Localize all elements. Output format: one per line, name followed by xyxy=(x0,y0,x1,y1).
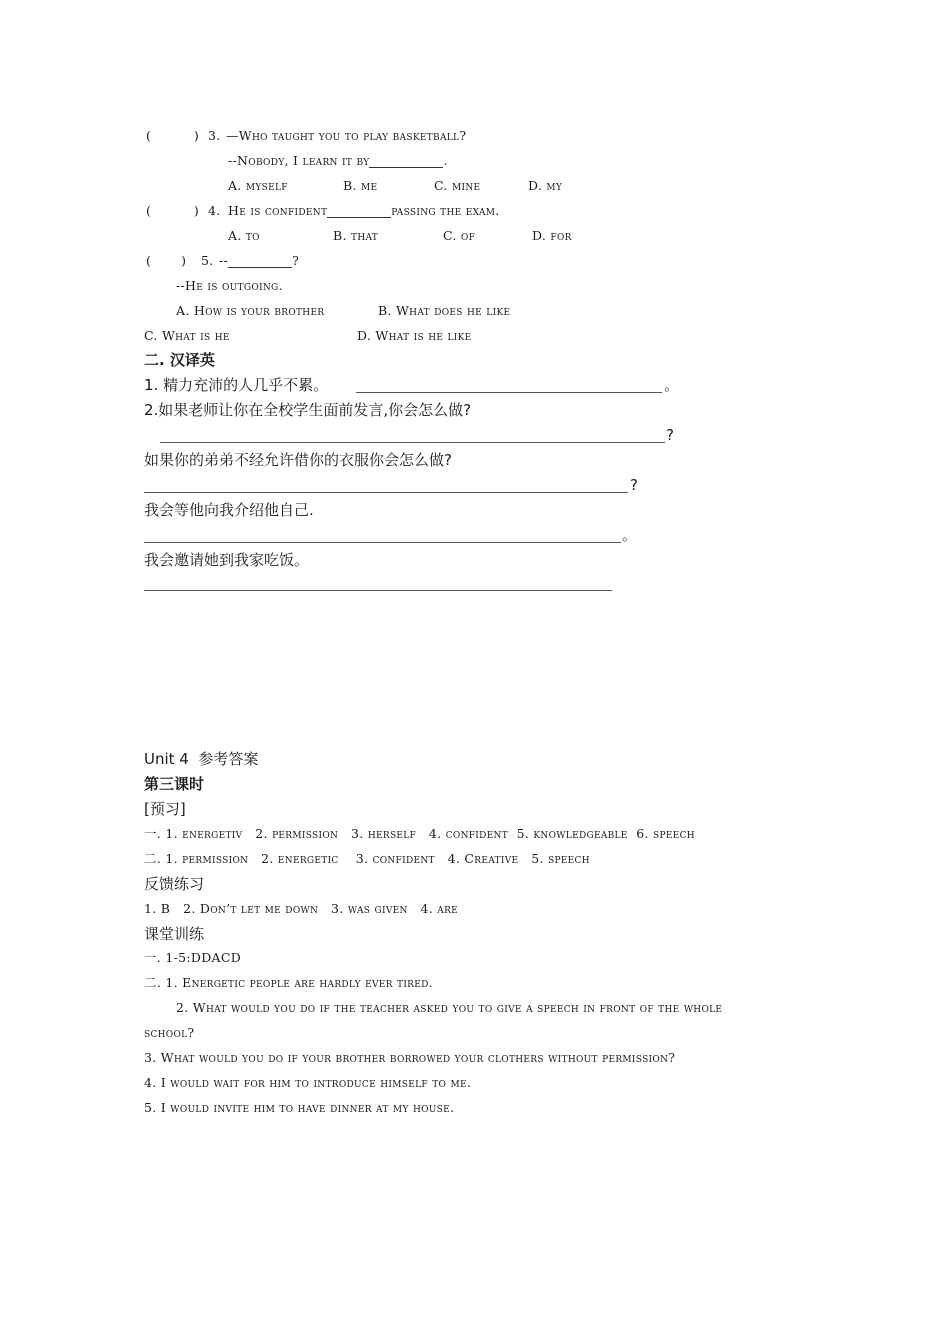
q5-reply: --He is outgoing. xyxy=(176,278,283,293)
q4-option-b[interactable]: B. that xyxy=(333,228,379,243)
answer-line-4[interactable] xyxy=(144,542,621,543)
translate-item-3-end: ? xyxy=(630,476,638,494)
q5-paren: ( ) xyxy=(146,253,187,268)
translate-item-4: 我会等他向我介绍他自己. xyxy=(144,501,314,519)
preview-answers-1: 一. 1. energetiv 2. permission 3. herself 4. confident 5. knowledgeable 6. speech xyxy=(144,826,695,841)
q3-stem: —Who taught you to play basketball? xyxy=(226,128,467,143)
q3-paren: ( ) xyxy=(146,128,200,143)
classwork-answers-2: 二. 1. Energetic people are hardly ever tired. xyxy=(144,975,433,990)
q4-number: 4. xyxy=(208,203,221,218)
classwork-heading: 课堂训练 xyxy=(144,925,205,943)
translate-item-3: 如果你的弟弟不经允许借你的衣服你会怎么做? xyxy=(144,451,452,469)
q4-option-d[interactable]: D. for xyxy=(532,228,572,243)
preview-heading: [预习] xyxy=(144,800,186,818)
translate-item-1-end: 。 xyxy=(664,376,680,394)
q4-option-c[interactable]: C. of xyxy=(443,228,476,243)
classwork-answers-3b: school? xyxy=(144,1025,195,1040)
translate-item-2: 2.如果老师让你在全校学生面前发言,你会怎么做? xyxy=(144,401,472,419)
classwork-answers-1: 一. 1-5:DDACD xyxy=(144,950,242,965)
classwork-answers-3: 2. What would you do if the teacher asked you to give a speech in front of the whole xyxy=(176,1000,723,1015)
q5-option-d[interactable]: D. What is he like xyxy=(357,328,472,343)
classwork-answers-4: 3. What would you do if your brother borrowed your clothers without permission? xyxy=(144,1050,676,1065)
answer-key-title: Unit 4 参考答案 xyxy=(144,750,259,768)
preview-answers-2: 二. 1. permission 2. energetic 3. confident 4. Creative 5. speech xyxy=(144,851,590,866)
q4-blank[interactable] xyxy=(327,217,391,218)
q3-option-c[interactable]: C. mine xyxy=(434,178,481,193)
translate-item-2-end: ? xyxy=(666,426,674,444)
q5-option-c[interactable]: C. What is he xyxy=(144,328,230,343)
q3-option-b[interactable]: B. me xyxy=(343,178,378,193)
q5-blank[interactable] xyxy=(228,267,292,268)
answer-line-5[interactable] xyxy=(144,590,612,591)
q4-stem: He is confident passing the exam. xyxy=(228,203,500,218)
translate-item-5: 我会邀请她到我家吃饭。 xyxy=(144,551,310,569)
q3-number: 3. xyxy=(208,128,221,143)
answer-line-2[interactable] xyxy=(160,442,665,443)
translate-item-4-end: 。 xyxy=(622,526,638,544)
answer-line-1[interactable] xyxy=(356,392,662,393)
q3-option-a[interactable]: A. myself xyxy=(228,178,288,193)
q5-option-a[interactable]: A. How is your brother xyxy=(176,303,325,318)
feedback-heading: 反馈练习 xyxy=(144,875,205,893)
q3-reply: --Nobody, I learn it by . xyxy=(228,153,448,168)
lesson-heading: 第三课时 xyxy=(144,775,205,793)
q5-number: 5. xyxy=(201,253,214,268)
q5-option-b[interactable]: B. What does he like xyxy=(378,303,511,318)
section-heading-translate: 二. 汉译英 xyxy=(144,351,215,369)
answer-line-3[interactable] xyxy=(144,492,628,493)
classwork-answers-6: 5. I would invite him to have dinner at my house. xyxy=(144,1100,455,1115)
classwork-answers-5: 4. I would wait for him to introduce himself to me. xyxy=(144,1075,472,1090)
feedback-answers: 1. B 2. Don’t let me down 3. was given 4. are xyxy=(144,901,459,916)
q3-option-d[interactable]: D. my xyxy=(528,178,563,193)
q4-paren: ( ) xyxy=(146,203,200,218)
q4-option-a[interactable]: A. to xyxy=(228,228,260,243)
translate-item-1: 1. 精力充沛的人几乎不累。 xyxy=(144,376,329,394)
q3-blank[interactable] xyxy=(369,167,443,168)
q5-stem: -- ? xyxy=(219,253,300,268)
